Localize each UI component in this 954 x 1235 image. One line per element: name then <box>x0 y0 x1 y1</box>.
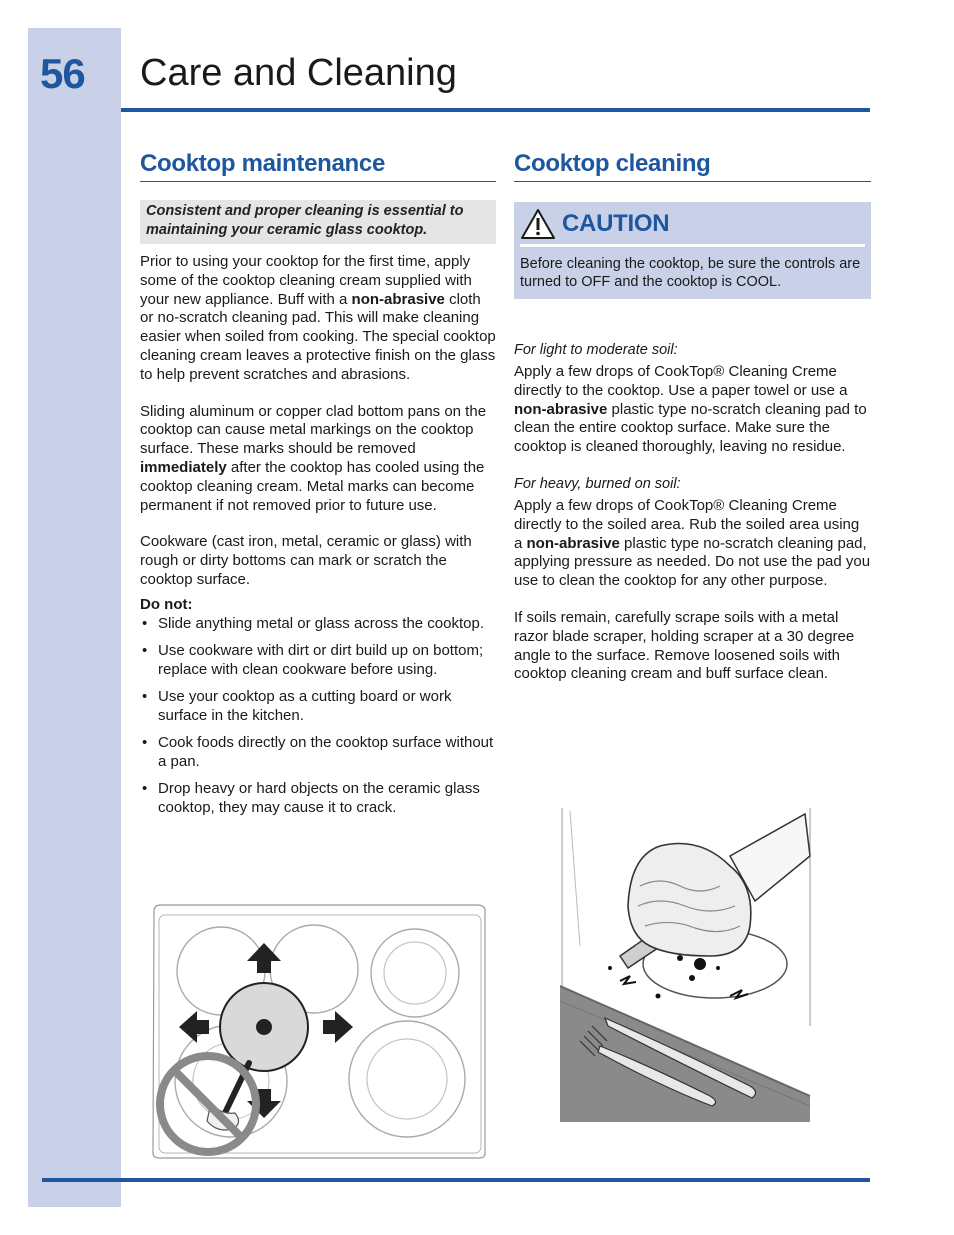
text-run: Prior to using your cooktop for the first time, apply some of the cooktop cleaning cream supplied with your new appliance. Buff with a <box>140 253 472 308</box>
cleaning-heading: Cooktop cleaning <box>514 150 871 182</box>
text-run: Apply a few drops of CookTop® Cleaning Creme directly to the cooktop. Use a paper towel or use a <box>514 363 848 399</box>
emphasis-non-abrasive: non-abrasive <box>514 400 608 418</box>
text-run: after the cooktop has cooled using the cooktop cleaning cream. Metal marks can become permanent if not removed prior to future use. <box>140 458 485 514</box>
text-run: Sliding aluminum or copper clad bottom pans on the cooktop can cause metal markings on the cooktop surface. These marks should be removed <box>140 402 487 458</box>
list-item: • Drop heavy or hard objects on the ceramic glass cooktop, they may cause it to crack. <box>140 780 496 818</box>
maintenance-paragraph-1 <box>140 253 496 385</box>
caution-header <box>520 208 865 247</box>
header-rule <box>121 108 870 112</box>
sidebar-band <box>28 28 121 1207</box>
cleaning-column <box>514 150 871 684</box>
footer-rule <box>42 1178 870 1182</box>
caution-box <box>514 202 871 299</box>
text-run: Apply a few drops of CookTop® Cleaning Creme directly to the soiled area. Rub the soiled area using a <box>514 496 860 552</box>
emphasis-non-abrasive: non-abrasive <box>526 534 620 552</box>
light-soil-subhead: For light to moderate soil: <box>514 342 678 358</box>
heavy-soil-paragraph <box>514 497 871 591</box>
list-item: • Slide anything metal or glass across the cooktop. <box>140 615 496 634</box>
maintenance-note: Consistent and proper cleaning is essential to maintaining your ceramic glass cooktop. <box>140 200 496 244</box>
page-title: Care and Cleaning <box>140 52 457 94</box>
warning-triangle-icon <box>520 208 556 240</box>
list-item: • Use your cooktop as a cutting board or work surface in the kitchen. <box>140 688 496 726</box>
page-number: 56 <box>40 50 85 97</box>
remaining-soil-paragraph: If soils remain, carefully scrape soils with a metal razor blade scraper, holding scraper at a 30 degree angle to the surface. Remove loosened soils with cooktop cleaning cream and buff surface clean. <box>514 608 855 683</box>
text-run: plastic type no-scratch cleaning pad to clean the entire cooktop surface. Make sure the cooktop is cleaned thoroughly, leaving no residue. <box>514 400 867 456</box>
text-run: cloth or no-scratch cleaning pad. This will make cleaning easier when soiled from cooking. The special cooktop cleaning cream leaves a protective finish on the glass to help prevent scratches and abrasions. <box>140 290 496 383</box>
razor-scraper-illustration <box>560 806 811 1122</box>
text-run: plastic type no-scratch cleaning pad, applying pressure as needed. Do not use the pad you use to clean the cooktop for any other purpose. <box>514 534 871 590</box>
do-not-label: Do not: <box>140 595 193 613</box>
list-item: • Use cookware with dirt or dirt build up on bottom; replace with clean cookware before using. <box>140 642 496 680</box>
caution-label: CAUTION <box>562 210 670 237</box>
caution-text: Before cleaning the cooktop, be sure the controls are turned to OFF and the cooktop is COOL. <box>520 256 861 290</box>
maintenance-paragraph-2 <box>140 403 496 516</box>
maintenance-column <box>140 150 496 826</box>
emphasis-immediately: immediately <box>140 458 227 476</box>
heavy-soil-subhead: For heavy, burned on soil: <box>514 475 681 492</box>
maintenance-paragraph-3: Cookware (cast iron, metal, ceramic or glass) with rough or dirty bottoms can mark or scratch the cooktop surface. <box>140 533 472 588</box>
light-soil-paragraph <box>514 363 871 457</box>
list-item: • Cook foods directly on the cooktop surface without a pan. <box>140 734 496 772</box>
no-sliding-pan-illustration <box>151 903 487 1160</box>
maintenance-heading: Cooktop maintenance <box>140 150 496 182</box>
emphasis-non-abrasive: non-abrasive <box>351 290 445 308</box>
do-not-list <box>140 615 496 818</box>
